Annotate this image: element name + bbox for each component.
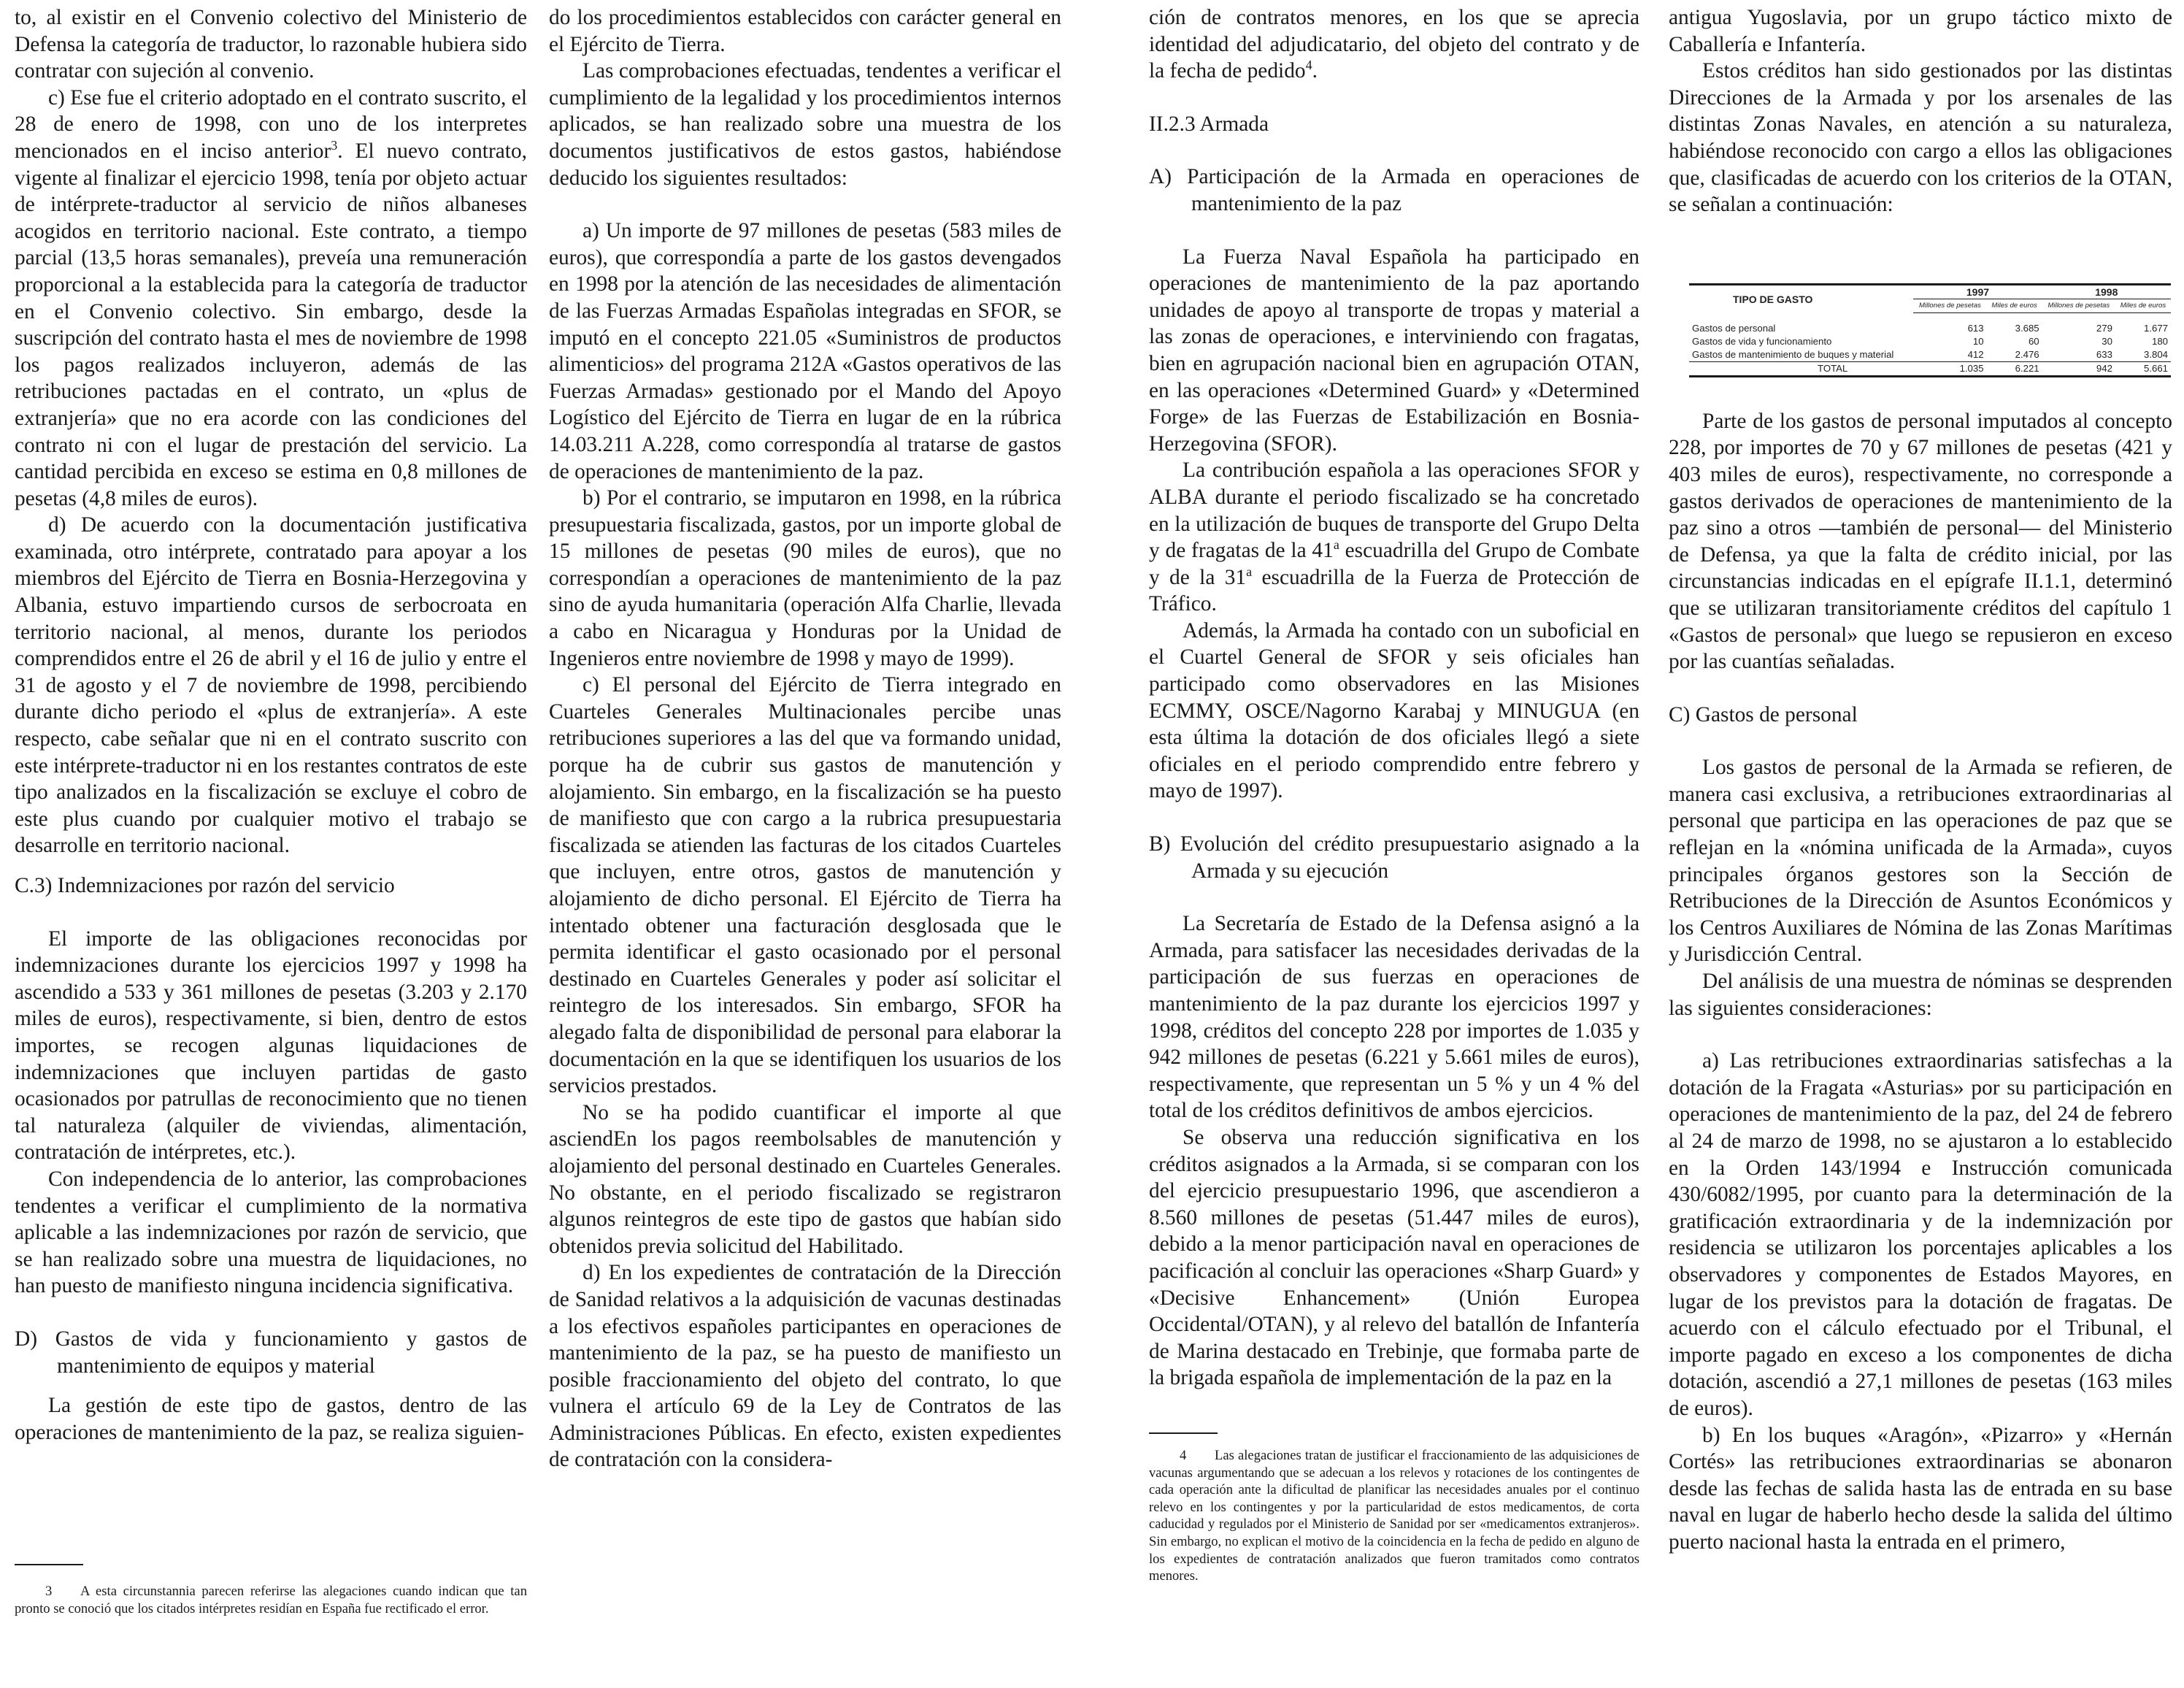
- paragraph: ción de contratos menores, en los que se aprecia identidad del adjudicatario, del objeto del contrato y de la fecha de pedido$^4$.: [1149, 6, 1639, 83]
- paragraph: Las comprobaciones efectuadas, tendentes a verificar el cumplimiento de la legalidad y los procedimientos internos aplicados, se han realizado sobre una muestra de los documentos justificativos de estos gastos, habiéndose deducido los siguientes resultados:: [549, 59, 1061, 190]
- paragraph-b: b) En los buques «Aragón», «Pizarro» y «Hernán Cortés» las retribuciones extraordinarias se abonaron desde las fechas de salida hasta las de entrada en su base naval en lugar de haberlo hecho desde la salida del último puerto nacional hasta la entrada en el primero,: [1669, 1423, 2172, 1554]
- paragraph: do los procedimientos establecidos con carácter general en el Ejército de Tierra.: [549, 6, 1061, 56]
- unit-label: Miles de euros: [2115, 299, 2171, 313]
- footnote-ref-3[interactable]: 3: [331, 138, 338, 153]
- paragraph: La Fuerza Naval Española ha participado en operaciones de mantenimiento de la paz aportando unidades de apoyo al transporte de tropas y material a las zonas de operaciones, e interviniendo con fragatas, bien en agrupación nacional bien en agrupación OTAN, en las operaciones «Determined Guard» y «Determined Forge» de las Fuerzas de Estabilización en Bosnia-Herzegovina (SFOR).: [1149, 245, 1639, 456]
- paragraph: La Secretaría de Estado de la Defensa asignó a la Armada, para satisfacer las necesidades derivadas de la participación de sus fuerzas en operaciones de mantenimiento de la paz durante los ejercicios 1997 y 1998, créditos del concepto 228 por importes de 1.035 y 942 millones de pesetas (6.221 y 5.661 miles de euros), respectivamente, que representan un 5 % y un 4 % del total de los créditos definitivos de ambos ejercicios.: [1149, 912, 1639, 1123]
- heading-d: D) Gastos de vida y funcionamiento y gastos de mantenimiento de equipos y material: [15, 1327, 527, 1378]
- paragraph: Parte de los gastos de personal imputados al concepto 228, por importes de 70 y 67 millones de pesetas (421 y 403 miles de euros), respectivamente, no corresponde a gastos derivados de operaciones de mantenimiento de la paz sino a otros —también de personal— del Ministerio de Defensa, ya que la falta de crédito inicial, por las circunstancias indicadas en el epígrafe II.1.1, determinó que se utilizaran transitoriamente créditos del capítulo 1 «Gastos de personal» que luego se repusieron en exceso por las cuantías señaladas.: [1669, 409, 2172, 674]
- heading-ii23: II.2.3 Armada: [1149, 112, 1269, 136]
- paragraph: antigua Yugoslavia, por un grupo táctico mixto de Caballería e Infantería.: [1669, 6, 2172, 56]
- unit-label: Miles de euros: [1987, 299, 2042, 313]
- paragraph: La gestión de este tipo de gastos, dentro de las operaciones de mantenimiento de la paz, se realiza siguien-: [15, 1394, 527, 1444]
- heading-c3: C.3) Indemnizaciones por razón del servicio: [15, 874, 395, 897]
- footnote-3: 3 A esta circunstannia parecen referirse las alegaciones cuando indican que tan pronto se conoció que los citados intérpretes residían en España fue rectificado el error.: [15, 1584, 527, 1616]
- paragraph: Del análisis de una muestra de nóminas se desprenden las siguientes consideraciones:: [1669, 970, 2172, 1020]
- paragraph-b: b) Por el contrario, se imputaron en 1998, en la rúbrica presupuestaria fiscalizada, gastos, por un importe global de 15 millones de pesetas (90 miles de euros), que no correspondían a operaciones de mantenimiento de la paz sino de ayuda humanitaria (operación Alfa Charlie, llevada a cabo en Nicaragua y Honduras por la Unidad de Ingenieros entre noviembre de 1998 y mayo de 1999).: [549, 486, 1061, 670]
- table-row: Gastos de personal 613 3.685 279 1.677: [1692, 323, 2168, 334]
- left-column-2: [549, 4, 1061, 1473]
- table-row: Gastos de mantenimiento de buques y material 412 2.476 633 3.804: [1692, 349, 2168, 360]
- paragraph-c: c) Ese fue el criterio adoptado en el contrato suscrito, el 28 de enero de 1998, con uno de los interpretes mencionados en el inciso anterior$^3$. El nuevo contrato, vigente al finalizar el ejercicio 1998, tenía por objeto actuar de intérprete-traductor al servicio de niños albaneses acogidos en territorio nacional. Este contrato, a tiempo parcial (13,5 horas semanales), preveía una remuneración proporcional a la establecida para la categoría de traductor en el Convenio colectivo. Sin embargo, desde la suscripción del contrato hasta el mes de noviembre de 1998 los pagos realizados incluyeron, además de las retribuciones pactadas en el contrato, un «plus de extranjería» que no era acorde con las condiciones del contrato ni con el lugar de prestación del servicio. La cantidad percibida en exceso se estima en 0,8 millones de pesetas (4,8 miles de euros).: [15, 85, 527, 510]
- paragraph-c: c) El personal del Ejército de Tierra integrado en Cuarteles Generales Multinacionales percibe unas retribuciones superiores a las del que va formando unidad, porque ha de cubrir sus gastos de manutención y alojamiento. Sin embargo, en la fiscalización se ha puesto de manifiesto que con cargo a la rubrica presupuestaria fiscalizada se atienden las facturas de los citados Cuarteles que incluyen, entre otros, gastos de manutención y alojamiento de dicho personal. El Ejército de Tierra ha intentado obtener una facturación desglosada que le permita identificar el gasto ocasionado por el personal destinado en Cuarteles Generales y poder así solicitar el reintegro de los interesados. Sin embargo, SFOR ha alegado falta de disponibilidad de personal para elaborar la documentación en la que se identifiquen los usuarios de los servicios prestados.: [549, 673, 1061, 1098]
- table-header-tipo: TIPO DE GASTO: [1689, 285, 1913, 313]
- paragraph: La contribución española a las operaciones SFOR y ALBA durante el periodo fiscalizado se ha concretado en la utilización de buques de transporte del Grupo Delta y de fragatas de la 41$^a$ escuadrilla del Grupo de Combate y de la 31$^a$ escuadrilla de la Fuerza de Protección de Tráfico.: [1149, 459, 1640, 616]
- paragraph-d: d) En los expedientes de contratación de la Dirección de Sanidad relativos a la adquisición de vacunas destinadas a los efectivos españoles participantes en operaciones de mantenimiento de la paz, se ha puesto de manifiesto un posible fraccionamiento del objeto del contrato, lo que vulnera el artículo 69 de la Ley de Contratos de las Administraciones Públicas. En efecto, existen expedientes de contratación con la considera-: [549, 1261, 1061, 1472]
- table-header-1998: 1998: [2042, 285, 2171, 299]
- paragraph-d: d) De acuerdo con la documentación justificativa examinada, otro intérprete, contratado para apoyar a los miembros del Ejército de Tierra en Bosnia-Herzegovina y Albania, estuvo impartiendo cursos de serbocroata en territorio nacional, al menos, durante los periodos comprendidos entre el 26 de abril y el 16 de julio y entre el 31 de agosto y el 7 de noviembre de 1998, percibiendo durante dicho periodo el «plus de extranjería». A este respecto, cabe señalar que ni en el contrato suscrito con este intérprete-traductor ni en los restantes contratos de este tipo analizados en la fiscalización se excluye el cobro de este plus cuando por cualquier motivo el trabajo se desarrolle en territorio nacional.: [15, 513, 527, 858]
- footnote-ref-4[interactable]: 4: [1305, 58, 1312, 73]
- table-total-row: TOTAL 1.035 6.221 942 5.661: [1689, 362, 2171, 377]
- paragraph: to, al existir en el Convenio colectivo del Ministerio de Defensa la categoría de traductor, lo razonable hubiera sido contratar con sujeción al convenio.: [15, 6, 527, 83]
- footnote-4: 4 Las alegaciones tratan de justificar el fraccionamiento de las adquisiciones de vacunas argumentando que se adecuan a los relevos y rotaciones de los contingentes de cada operación ante la dificultad de planificar las necesidades anuales por el continuo relevo en los contingentes y por la particularidad de estos medicamentos, de corta caducidad y regulados por el Ministerio de Sanidad por ser «medicamentos extranjeros». Sin embargo, no explican el motivo de la coincidencia en la fecha de pedido en alguno de los expedientes de contratación analizados que fueron tramitados como contratos menores.: [1149, 1448, 1639, 1584]
- paragraph: No se ha podido cuantificar el importe al que asciendEn los pagos reembolsables de manutención y alojamiento del personal destinado en Cuarteles Generales. No obstante, en el periodo fiscalizado se registraron algunos reintegros de este tipo de gastos que habían sido obtenidos previa solicitud del Habilitado.: [549, 1100, 1061, 1258]
- right-column-1: [1149, 4, 1639, 1392]
- heading-a: A) Participación de la Armada en operaciones de mantenimiento de la paz: [1149, 165, 1639, 215]
- paragraph: El importe de las obligaciones reconocidas por indemnizaciones durante los ejercicios 1997 y 1998 ha ascendido a 533 y 361 millones de pesetas (3.203 y 2.170 miles de euros), respectivamente, si bien, dentro de estos importes, se recogen algunas liquidaciones de indemnizaciones que incluyen partidas de gasto ocasionados por patrullas de reconocimiento que no tienen tal naturaleza (alquiler de viviendas, alimentación, contratación de intérpretes, etc.).: [15, 927, 527, 1165]
- heading-c: C) Gastos de personal: [1669, 702, 1858, 726]
- table-row: Gastos de vida y funcionamiento 10 60 30 180: [1692, 336, 2168, 347]
- expense-table: [1689, 283, 2171, 377]
- paragraph: Con independencia de lo anterior, las comprobaciones tendentes a verificar el cumplimiento de la normativa aplicable a las indemnizaciones por razón de servicio, que se han realizado sobre una muestra de liquidaciones, no han puesto de manifiesto ninguna incidencia significativa.: [15, 1167, 527, 1298]
- paragraph: Estos créditos han sido gestionados por las distintas Direcciones de la Armada y por los arsenales de las distintas Zonas Navales, en atención a su naturaleza, habiéndose reconocido con cargo a ellos las obligaciones que, clasificadas de acuerdo con los criterios de la OTAN, se señalan a continuación:: [1669, 59, 2172, 217]
- paragraph: Los gastos de personal de la Armada se refieren, de manera casi exclusiva, a retribuciones extraordinarias al personal que participa en las operaciones de paz que se reflejan en la «nómina unificada de la Armada», cuyos principales órganos gestores son la Sección de Retribuciones de la Dirección de Asuntos Económicos y los Centros Auxiliares de Nómina de las Zonas Marítimas y Jurisdicción Central.: [1669, 756, 2172, 967]
- right-page: [1092, 0, 2184, 1688]
- paragraph-a: a) Un importe de 97 millones de pesetas (583 miles de euros), que correspondía a parte de los gastos devengados en 1998 por la atención de las necesidades de alimentación de las Fuerzas Armadas Españolas integradas en SFOR, se imputó en el concepto 221.05 «Suministros de productos alimenticios» del programa 212A «Gastos operativos de las Fuerzas Armadas» gestionado por el Mando del Apoyo Logístico del Ejército de Tierra en lugar de en la rúbrica 14.03.211 A.228, como correspondía al tratarse de gastos de operaciones de mantenimiento de la paz.: [549, 219, 1061, 483]
- right-column-2: [1669, 4, 2172, 1556]
- footnote-rule: [1149, 1432, 1218, 1434]
- paragraph-a: a) Las retribuciones extraordinarias satisfechas a la dotación de la Fragata «Asturias» por su participación en operaciones de mantenimiento de la paz, del 24 de febrero al 24 de marzo de 1998, no se ajustaron a lo establecido en la Orden 143/1994 e Instrucción comunicada 430/6082/1995, por cuanto para la determinación de la gratificación extraordinaria y de la indemnización por residencia se utilizaron los porcentajes aplicables a los observadores y componentes de Estados Mayores, en lugar de los previstos para la dotación de fragatas. De acuerdo con el cálculo efectuado por el Tribunal, el importe pagado en exceso a los componentes de dicha dotación, ascendió a 27,1 millones de pesetas (163 miles de euros).: [1669, 1049, 2172, 1420]
- left-column-1: [15, 4, 527, 1446]
- paragraph: Además, la Armada ha contado con un suboficial en el Cuartel General de SFOR y seis oficiales han participado como observadores en las Misiones ECMMY, OSCE/Nagorno Karabaj y MINUGUA (en esta última la dotación de dos oficiales llegó a siete oficiales en el periodo comprendido entre febrero y mayo de 1997).: [1149, 618, 1639, 803]
- table-header-1997: 1997: [1913, 285, 2042, 299]
- heading-b: B) Evolución del crédito presupuestario asignado a la Armada y su ejecución: [1149, 832, 1639, 883]
- unit-label: Millones de pesetas: [1913, 299, 1986, 313]
- paragraph: Se observa una reducción significativa en los créditos asignados a la Armada, si se comparan con los del ejercicio presupuestario 1996, que ascendieron a 8.560 millones de pesetas (51.447 miles de euros), debido a la menor participación naval en operaciones de pacificación al concluir las operaciones «Sharp Guard» y «Decisive Enhancement» (Unión Europea Occidental/OTAN), y al relevo del batallón de Infantería de Marina destacado en Trebinje, que formaba parte de la brigada española de implementación de la paz en la: [1149, 1125, 1639, 1390]
- unit-label: Millones de pesetas: [2042, 299, 2115, 313]
- footnote-rule: [15, 1564, 83, 1565]
